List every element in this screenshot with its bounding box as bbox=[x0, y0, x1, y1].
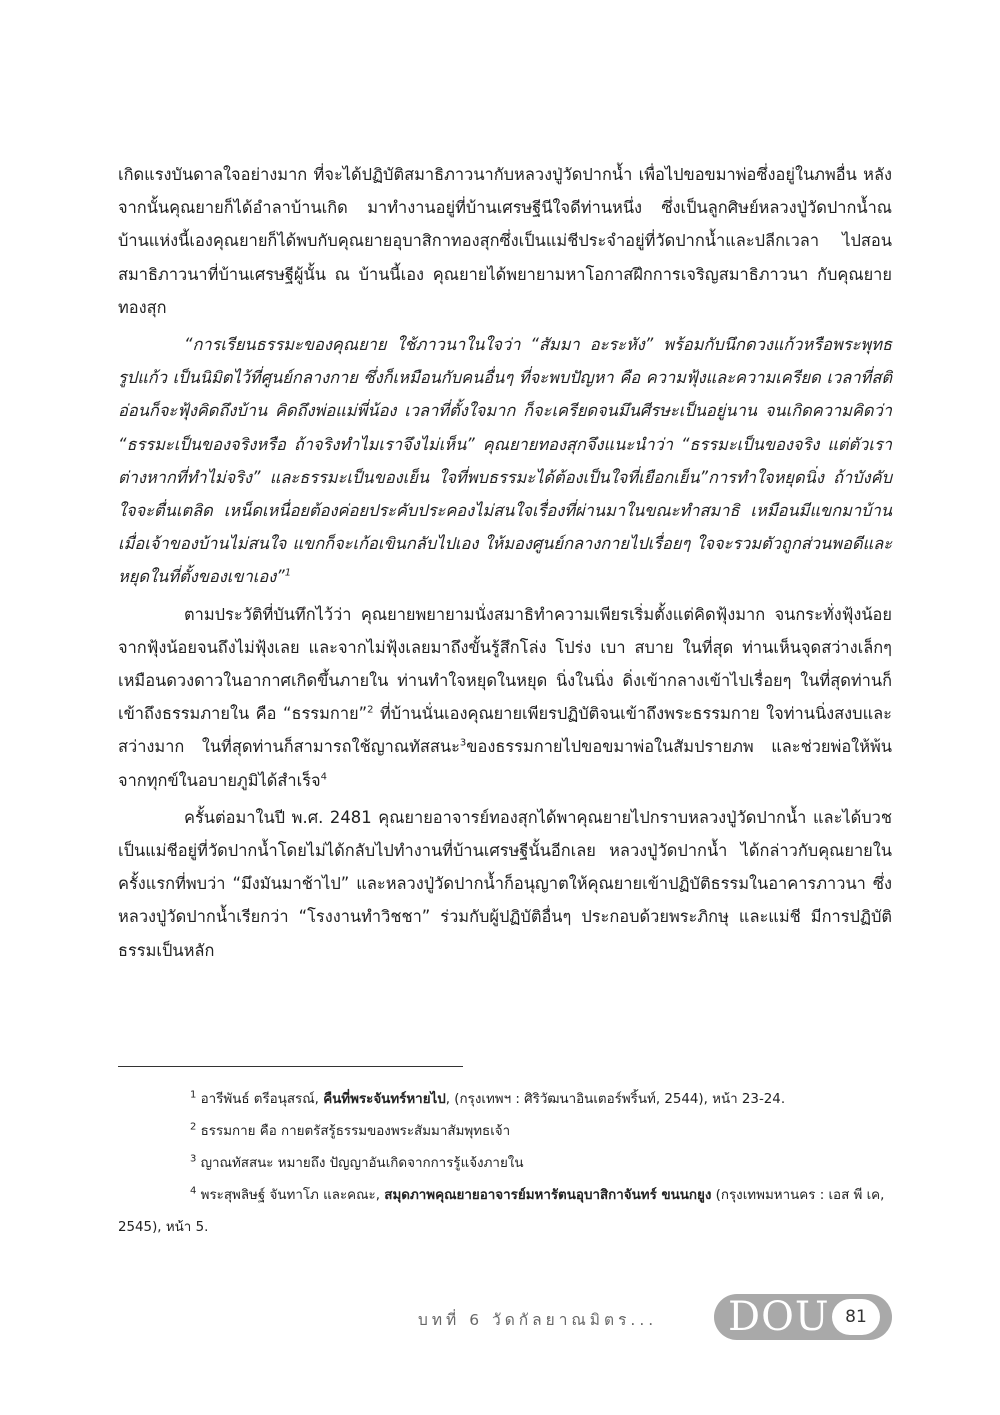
footnote-4-number: 4 bbox=[190, 1185, 197, 1197]
paragraph-1: เกิดแรงบันดาลใจอย่างมาก ที่จะได้ปฏิบัติสมาธิภาวนากับหลวงปู่วัดปากน้ำ เพื่อไปขอขมาพ่อซึ่งอยู่ในภพอื่น หลังจากนั้นคุณยายก็ได้อำลาบ้านเกิด มาทำงานอยู่ที่บ้านเศรษฐีนีใจดีท่านหนึ่ง ซึ่งเป็นลูกศิษย์หลวงปู่วัดปากน้ำณบ้านแห่งนี้เองคุณยายก็ได้พบกับคุณยายอุบาสิกาทองสุกซึ่งเป็นแม่ชีประจำอยู่ที่วัดปากน้ำและปลีกเวลา ไปสอนสมาธิภาวนาที่บ้านเศรษฐีผู้นั้น ณ บ้านนี้เอง คุณยายได้พยายามหาโอกาสฝึกการเจริญสมาธิภาวนา กับคุณยายทองสุก bbox=[118, 165, 892, 317]
quote-paragraph bbox=[118, 328, 892, 594]
footnote-divider bbox=[118, 1066, 463, 1067]
footer-badge bbox=[714, 1294, 892, 1340]
footnote-ref-1: 1 bbox=[284, 567, 292, 579]
footnote-4-title: สมุดภาพคุณยายอาจารย์มหารัตนอุบาสิกาจันทร์ ขนนกยูง bbox=[384, 1188, 712, 1203]
footnote-2 bbox=[118, 1116, 892, 1148]
quote-text: “การเรียนธรรมะของคุณยาย ใช้ภาวนาในใจว่า “สัมมา อะระหัง” พร้อมกับนึกดวงแก้วหรือพระพุทธรูปแก้ว เป็นนิมิตไว้ที่ศูนย์กลางกาย ซึ่งก็เหมือนกับคนอื่นๆ ที่จะพบปัญหา คือ ความฟุ้งและความเครียด เวลาที่สติอ่อนก็จะฟุ้งคิดถึงบ้าน คิดถึงพ่อแม่พี่น้อง เวลาที่ตั้งใจมาก ก็จะเครียดจนมึนศีรษะเป็นอยู่นาน จนเกิดความคิดว่า “ธรรมะเป็นของจริงหรือ ถ้าจริงทำไมเราจึงไม่เห็น” คุณยายทองสุกจึงแนะนำว่า “ธรรมะเป็นของจริง แต่ตัวเราต่างหากที่ทำไม่จริง” และธรรมะเป็นของเย็น ใจที่พบธรรมะได้ต้องเป็นใจที่เยือกเย็น”การทำใจหยุดนิ่ง ถ้าบังคับใจจะตื่นเตลิด เหน็ดเหนื่อยต้องค่อยประคับประคองไม่สนใจเรื่องที่ผ่านมาในขณะทำสมาธิ เหมือนมีแขกมาบ้าน เมื่อเจ้าของบ้านไม่สนใจ แขกก็จะเก้อเขินกลับไปเอง ให้มองศูนย์กลางกายไปเรื่อยๆ ใจจะรวมตัวถูกส่วนพอดีและหยุดในที่ตั้งของเขาเอง” bbox=[118, 335, 892, 587]
footnote-ref-3: 3 bbox=[459, 737, 467, 749]
footnote-3-number: 3 bbox=[190, 1153, 197, 1165]
footnote-ref-4: 4 bbox=[320, 771, 328, 783]
footnote-3-text: ญาณทัสสนะ หมายถึง ปัญญาอันเกิดจากการรู้แจ้งภายใน bbox=[196, 1156, 524, 1171]
footnote-4-publication: (กรุงเทพมหานคร : เอส พี เค, 2545), หน้า 5. bbox=[118, 1188, 885, 1235]
page-number: 81 bbox=[832, 1299, 880, 1335]
footnote-2-text: ธรรมกาย คือ กายตรัสรู้ธรรมของพระสัมมาสัมพุทธเจ้า bbox=[196, 1124, 511, 1139]
paragraph-3-part-c: ของธรรมกายไปขอขมาพ่อในสัมปรายภพ และช่วยพ่อให้พ้นจากทุกข์ในอบายภูมิได้สำเร็จ bbox=[118, 737, 893, 790]
dou-logo: DOU bbox=[728, 1294, 830, 1340]
footnote-1-author: อารีพันธ์ ตรีอนุสรณ์, bbox=[196, 1092, 324, 1107]
footnote-4-author: พระสุพลิษฐ์ จันทาโภ และคณะ, bbox=[196, 1188, 385, 1203]
footnote-3 bbox=[118, 1148, 892, 1180]
paragraph-4: ครั้นต่อมาในปี พ.ศ. 2481 คุณยายอาจารย์ทองสุกได้พาคุณยายไปกราบหลวงปู่วัดปากน้ำ และได้บวชเป็นแม่ชีอยู่ที่วัดปากน้ำโดยไม่ได้กลับไปทำงานที่บ้านเศรษฐีนั้นอีกเลย หลวงปู่วัดปากน้ำ ได้กล่าวกับคุณยายในครั้งแรกที่พบว่า “มึงมันมาช้าไป” และหลวงปู่วัดปากน้ำก็อนุญาตให้คุณยายเข้าปฏิบัติธรรมในอาคารภาวนา ซึ่งหลวงปู่วัดปากน้ำเรียกว่า “โรงงานทำวิชชา” ร่วมกับผู้ปฏิบัติอื่นๆ ประกอบด้วยพระภิกษุ และแม่ชี มีการปฏิบัติธรรมเป็นหลัก bbox=[118, 807, 892, 960]
footnotes bbox=[118, 1084, 892, 1244]
paragraph-3-part-b: ที่บ้านนั่นเองคุณยายเพียรปฏิบัติจนเข้าถึงพระธรรมกาย ใจท่านนิ่งสงบและสว่างมาก ในที่สุดท่านก็สามารถใช้ญาณทัสสนะ bbox=[118, 704, 892, 757]
footnote-1-publication: , (กรุงเทพฯ : ศิริวัฒนาอินเตอร์พริ้นท์, 2544), หน้า 23-24. bbox=[445, 1092, 786, 1107]
footnote-1-number: 1 bbox=[190, 1089, 197, 1101]
footnote-ref-2: 2 bbox=[367, 704, 374, 716]
page-footer bbox=[412, 1294, 892, 1342]
footnote-4 bbox=[118, 1180, 892, 1244]
body-text bbox=[118, 158, 892, 967]
paragraph-3 bbox=[118, 598, 892, 797]
chapter-title: บทที่ 6 วัดกัลยาณมิตร... bbox=[418, 1311, 658, 1329]
footnote-1-title: คืนที่พระจันทร์หายไป bbox=[323, 1092, 446, 1107]
footnote-2-number: 2 bbox=[190, 1121, 197, 1133]
paragraph-3-part-a: ตามประวัติที่บันทึกไว้ว่า คุณยายพยายามนั่งสมาธิทำความเพียรเริ่มตั้งแต่คิดฟุ้งมาก จนกระทั่งฟุ้งน้อย จากฟุ้งน้อยจนถึงไม่ฟุ้งเลย และจากไม่ฟุ้งเลยมาถึงขั้นรู้สึกโล่ง โปร่ง เบา สบาย ในที่สุด ท่านเห็นจุดสว่างเล็กๆ เหมือนดวงดาวในอากาศเกิดขึ้นภายใน ท่านทำใจหยุดในหยุด นิ่งในนิ่ง ดิ่งเข้ากลางเข้าไปเรื่อยๆ ในที่สุดท่านก็เข้าถึงธรรมภายใน คือ “ธรรมกาย” bbox=[118, 604, 892, 724]
footnote-1 bbox=[118, 1084, 892, 1116]
